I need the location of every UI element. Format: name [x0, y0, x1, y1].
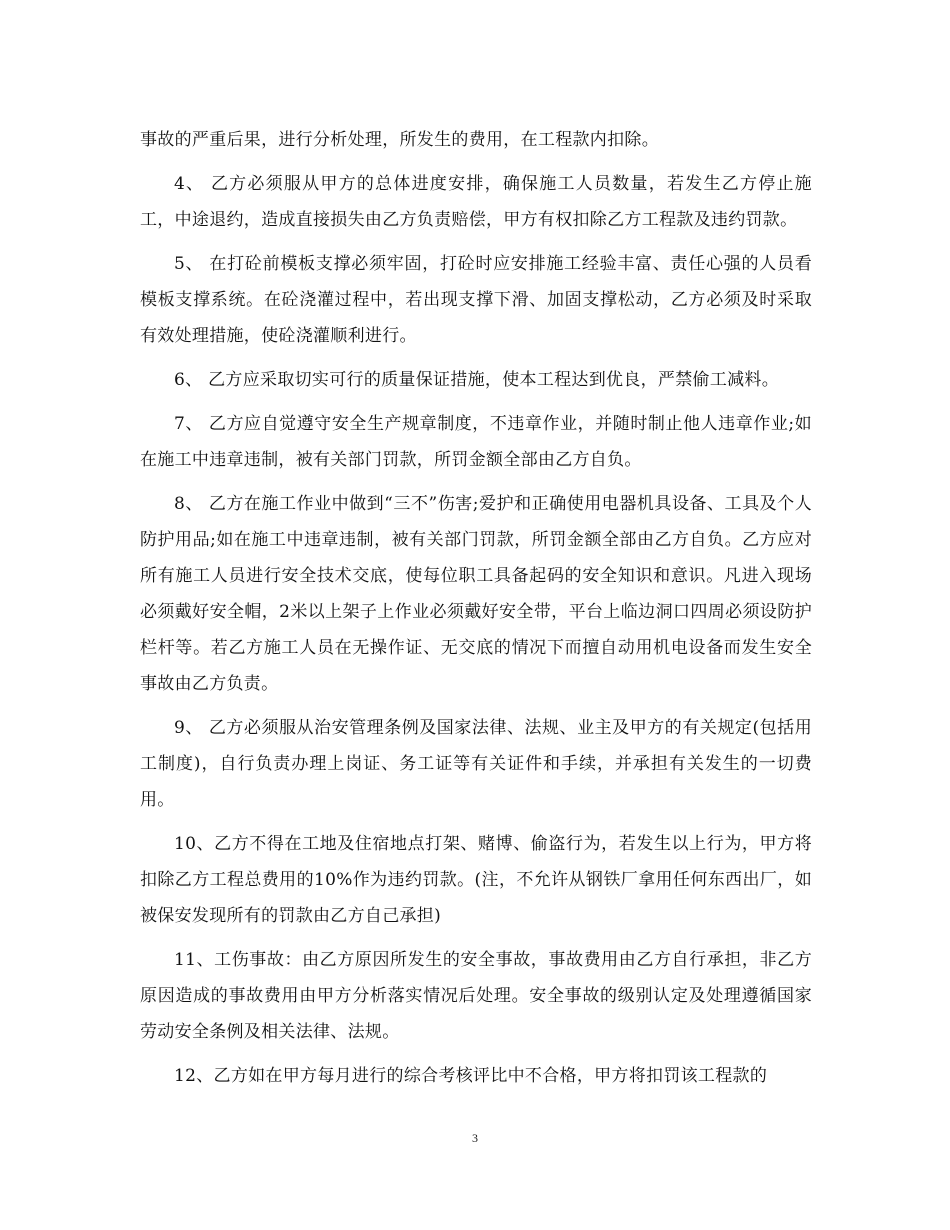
paragraph-clause-7: 7、 乙方应自觉遵守安全生产规章制度，不违章作业，并随时制止他人违章作业;如在施工中违章违制，被有关部门罚款，所罚金额全部由乙方自负。	[140, 414, 812, 470]
paragraph-clause-12: 12、乙方如在甲方每月进行的综合考核评比中不合格，甲方将扣罚该工程款的	[174, 1066, 768, 1086]
paragraph-clause-11: 11、工伤事故：由乙方原因所发生的安全事故，事故费用由乙方自行承担，非乙方原因造成的事故费用由甲方分析落实情况后处理。安全事故的级别认定及处理遵循国家劳动安全条例及相关法律、法规。	[140, 950, 812, 1042]
paragraph-clause-6: 6、 乙方应采取切实可行的质量保证措施，使本工程达到优良，严禁偷工减料。	[174, 370, 780, 390]
paragraph-continuation: 事故的严重后果，进行分析处理，所发生的费用，在工程款内扣除。	[140, 130, 659, 150]
paragraph-clause-5: 5、 在打砼前模板支撑必须牢固，打砼时应安排施工经验丰富、责任心强的人员看模板支撑系统。在砼浇灌过程中，若出现支撑下滑、加固支撑松动，乙方必须及时采取有效处理措施，使砼浇灌顺利进行。	[140, 254, 812, 346]
page-number: 3	[472, 1131, 478, 1145]
document-body	[140, 122, 812, 1102]
paragraph-clause-10: 10、乙方不得在工地及住宿地点打架、赌博、偷盗行为，若发生以上行为，甲方将扣除乙方工程总费用的10%作为违约罚款。(注，不允许从钢铁厂拿用任何东西出厂，如被保安发现所有的罚款由乙方自己承担)	[140, 834, 812, 926]
paragraph-clause-4: 4、 乙方必须服从甲方的总体进度安排，确保施工人员数量，若发生乙方停止施工，中途退约，造成直接损失由乙方负责赔偿，甲方有权扣除乙方工程款及违约罚款。	[140, 174, 812, 230]
paragraph-clause-9: 9、 乙方必须服从治安管理条例及国家法律、法规、业主及甲方的有关规定(包括用工制度)，自行负责办理上岗证、务工证等有关证件和手续，并承担有关发生的一切费用。	[140, 718, 812, 810]
paragraph-clause-8: 8、 乙方在施工作业中做到“三不”伤害;爱护和正确使用电器机具设备、工具及个人防护用品;如在施工中违章违制，被有关部门罚款，所罚金额全部由乙方自负。乙方应对所有施工人员进行安全技术交底，使每位职工具备起码的安全知识和意识。凡进入现场必须戴好安全帽，2米以上架子上作业必须戴好安全带，平台上临边洞口四周必须设防护栏杆等。若乙方施工人员在无操作证、无交底的情况下而擅自动用机电设备而发生安全事故由乙方负责。	[140, 494, 812, 694]
